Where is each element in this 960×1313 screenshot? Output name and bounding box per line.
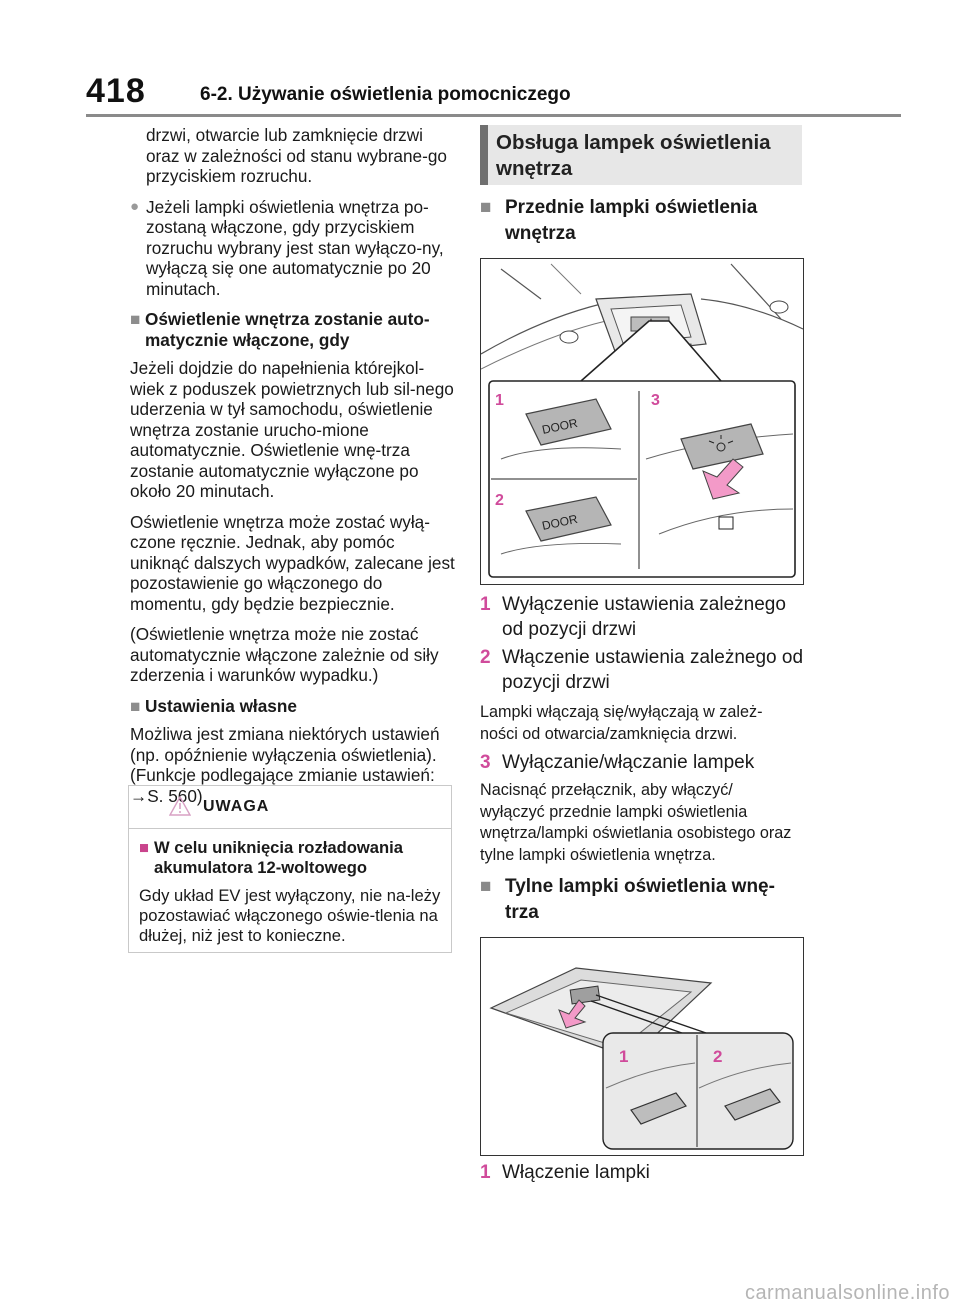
section-heading-box bbox=[480, 125, 802, 185]
item-2 bbox=[480, 645, 805, 695]
square-bullet-icon: ■ bbox=[139, 838, 150, 857]
bullet-text: Jeżeli lampki oświetlenia wnętrza po-zostaną włączone, gdy przyciskiem rozruchu wybrany jest stan wyłączo-ny, wyłączą się one automatycznie po 20 minutach. bbox=[146, 196, 444, 299]
square-bullet-icon: ■ bbox=[480, 876, 492, 897]
item-1 bbox=[480, 592, 805, 642]
item-number: 1 bbox=[480, 1162, 491, 1183]
continuation-paragraph: drzwi, otwarcie lub zamknięcie drzwi oraz w zależności od stanu wybrane-go przyciskiem rozruchu. bbox=[146, 125, 447, 186]
callout-label-3: 3 bbox=[651, 392, 660, 409]
page-header bbox=[0, 0, 960, 118]
item-number: 2 bbox=[480, 647, 491, 668]
item-text: Wyłączenie ustawienia zależnego od pozycji drzwi bbox=[502, 594, 786, 640]
auto-paragraph-1: Jeżeli dojdzie do napełnienia którejkol-wiek z poduszek powietrznych lub sil-nego uderzenia w tył samochodu, oświetlenie wnętrza zostanie urucho-mione automatycznie. Oświetlenie wnę-trza zostanie automatycznie wyłączone po około 20 minutach. bbox=[130, 358, 454, 501]
custom-settings-paragraph: Możliwa jest zmiana niektórych ustawień (np. opóźnienie wyłączenia oświetlenia). (Funkcje podlegające zmianie ustawień: →S. 560) bbox=[130, 724, 440, 806]
item-text: Włączenie ustawienia zależnego od pozycji drzwi bbox=[502, 647, 804, 693]
item-number: 3 bbox=[480, 752, 491, 773]
square-bullet-icon: ■ bbox=[130, 695, 141, 716]
auto-paragraph-2: Oświetlenie wnętrza może zostać wyłą-czone ręcznie. Jednak, aby pomóc uniknąć dalszych wypadków, zalecane jest pozostawienie go włączonego do momentu, gdy będzie bezpiecznie. bbox=[130, 511, 455, 614]
watermark: carmanualsonline.info bbox=[744, 1282, 950, 1304]
callout-label-1: 1 bbox=[495, 392, 504, 409]
rear-lamps-illustration bbox=[481, 938, 803, 1155]
warning-text: Gdy układ EV jest wyłączony, nie na-leży pozostawiać włączonego oświe-tlenia na dłużej, niż jest to konieczne. bbox=[139, 886, 441, 945]
warning-triangle-icon bbox=[169, 796, 191, 816]
item-text: Włączenie lampki bbox=[502, 1162, 650, 1183]
door-switch-label-2: DOOR bbox=[540, 511, 579, 533]
bullet-dot-icon: ● bbox=[130, 197, 140, 215]
page-number: 418 bbox=[86, 72, 146, 110]
warning-body bbox=[139, 836, 444, 946]
warning-heading: ■ W celu uniknięcia rozładowania akumulatora 12-woltowego bbox=[139, 838, 403, 877]
bullet-item bbox=[130, 197, 455, 300]
item-4 bbox=[480, 1160, 805, 1185]
warning-title: UWAGA bbox=[203, 798, 270, 815]
rear-callout-label-1: 1 bbox=[619, 1047, 629, 1066]
item-number: 1 bbox=[480, 594, 491, 615]
square-bullet-icon: ■ bbox=[130, 309, 141, 329]
section-heading: Obsługa lampek oświetlenia wnętrza bbox=[496, 131, 771, 180]
rear-lamps-heading: ■ Tylne lampki oświetlenia wnę-trza bbox=[480, 874, 800, 926]
square-bullet-icon: ■ bbox=[480, 197, 492, 218]
auto-paragraph-3: (Oświetlenie wnętrza może nie zostać automatycznie włączone zależnie od siły zderzenia i warunków wypadku.) bbox=[130, 624, 439, 685]
front-lamps-heading: ■ Przednie lampki oświetlenia wnętrza bbox=[480, 195, 800, 247]
custom-settings-heading: ■ Ustawienia własne bbox=[130, 695, 297, 716]
rear-lamps-figure bbox=[480, 937, 804, 1156]
warning-box bbox=[128, 785, 452, 953]
auto-light-heading: ■ Oświetlenie wnętrza zostanie auto-matycznie włączone, gdy bbox=[130, 309, 430, 350]
item-3-description: Nacisnąć przełącznik, aby włączyć/ wyłączyć przednie lampki oświetlenia wnętrza/lampki oświetlania osobistego oraz tylne lampki oświetlenia wnętrza. bbox=[480, 781, 792, 864]
item-text: Wyłączanie/włączanie lampek bbox=[502, 752, 755, 773]
header-rule bbox=[86, 114, 901, 117]
door-switch-label-1: DOOR bbox=[540, 415, 579, 437]
callout-label-2: 2 bbox=[495, 492, 504, 509]
front-lamps-illustration bbox=[481, 259, 803, 584]
front-lamps-figure bbox=[480, 258, 804, 585]
item-3 bbox=[480, 750, 805, 775]
left-column bbox=[130, 125, 455, 816]
section-title: 6-2. Używanie oświetlenia pomocniczego bbox=[200, 84, 571, 105]
item-1-2-description: Lampki włączają się/wyłączają w zależ-ności od otwarcia/zamknięcia drzwi. bbox=[480, 703, 763, 743]
warning-title-bar bbox=[129, 786, 451, 829]
rear-callout-label-2: 2 bbox=[713, 1047, 723, 1066]
